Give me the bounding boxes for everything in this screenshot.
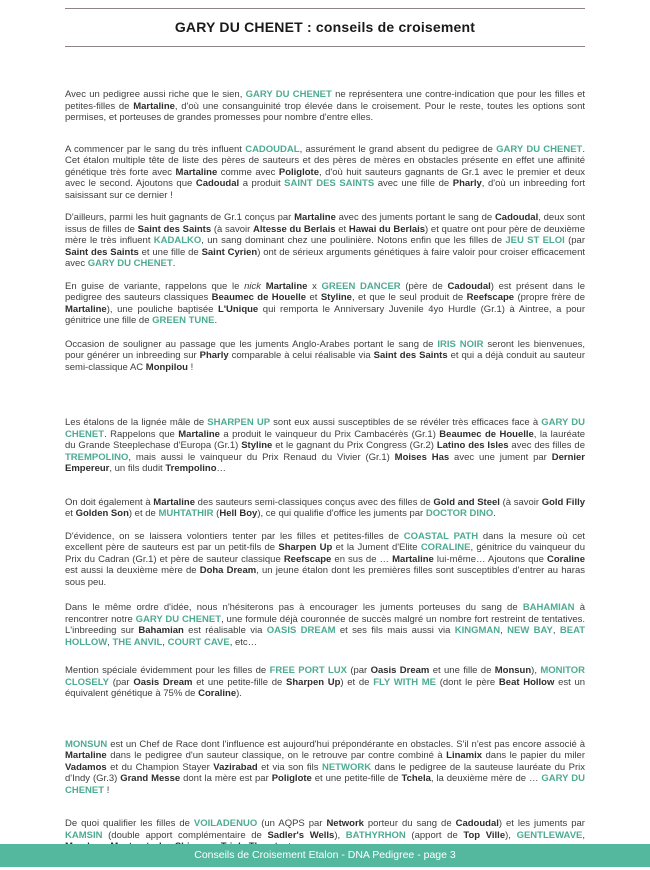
- body-text: D'évidence, on se laissera volontiers tenter par les filles et petites-filles de: [65, 530, 404, 542]
- paragraph-intro: [65, 89, 585, 124]
- horse-name-highlight: KADALKO: [153, 235, 202, 246]
- horse-name-highlight: COURT CAVE: [167, 636, 230, 648]
- horse-name-bold: Golden Son: [75, 508, 129, 519]
- page-title: GARY DU CHENET : conseils de croisement: [174, 19, 476, 35]
- body-text: ),: [334, 829, 346, 841]
- horse-name-highlight: GARY DU CHENET: [65, 417, 585, 440]
- paragraph-sharpen-up: [65, 417, 585, 475]
- body-text: en sus de …: [331, 553, 393, 565]
- body-text: et une petite-fille de: [311, 773, 402, 784]
- body-text: avec des filles de: [508, 440, 585, 451]
- body-text: (: [213, 508, 220, 519]
- horse-name-bold: Altesse du Berlais: [253, 223, 336, 235]
- paragraph-iris-noir: [65, 339, 585, 374]
- horse-name-bold: Monpilou: [145, 361, 188, 373]
- horse-name-bold: Latino des Isles: [436, 440, 509, 451]
- horse-name-bold: Sadler's Wells: [267, 829, 335, 841]
- body-text: et une fille de: [429, 665, 495, 676]
- horse-name-bold: Reefscape: [466, 292, 515, 303]
- horse-name-bold: Cadoudal: [447, 280, 491, 292]
- body-text: et qui a déjà conduit au sauteur semi-classique AC: [65, 350, 585, 373]
- horse-name-bold: Beaumec de Houelle: [439, 428, 534, 440]
- horse-name-bold: Sharpen Up: [286, 676, 341, 688]
- horse-name-bold: Styline: [241, 440, 273, 451]
- paragraph-muhtathir: [65, 497, 585, 520]
- horse-name-highlight: GARY DU CHENET: [65, 773, 585, 796]
- horse-name-bold: Saint des Saints: [373, 350, 448, 361]
- body-text: .: [172, 258, 176, 269]
- horse-name-bold: Moises Has: [394, 451, 450, 463]
- body-text: De quoi qualifier les filles de: [65, 818, 194, 829]
- horse-name-bold: Oasis Dream: [370, 665, 430, 676]
- horse-name-highlight: CORALINE: [420, 542, 471, 553]
- horse-name-highlight: GREEN TUNE: [152, 315, 215, 326]
- body-text: A commencer par le sang du très influent: [65, 143, 246, 155]
- body-text: ,: [107, 636, 113, 648]
- body-text: ,: [162, 636, 168, 648]
- horse-name-bold: Network: [326, 818, 364, 829]
- horse-name-highlight: BEAT HOLLOW: [65, 625, 586, 648]
- horse-name-bold: Cadoudal: [455, 818, 499, 829]
- body-text: (dont le père: [436, 676, 499, 688]
- horse-name-bold: Reefscape: [283, 553, 332, 565]
- body-text: avec une jument par: [449, 451, 552, 463]
- body-text: ) et de: [128, 508, 159, 519]
- paragraph-martaline-gr1: [65, 212, 585, 270]
- body-text: , un sang dominant chez une poulinière. Notons enfin que les filles de: [201, 235, 506, 246]
- body-text: !: [104, 784, 110, 796]
- horse-name-highlight: BAHAMIAN: [522, 602, 575, 613]
- body-text: est un équivalent génétique à 75% de: [65, 676, 586, 699]
- horse-name-bold: Gold and Steel: [433, 496, 500, 508]
- body-text: , mais aussi le vainqueur du Prix Renaud du Vivier (Gr.1): [128, 451, 395, 463]
- body-text: est aussi la deuxième mère de: [65, 565, 200, 576]
- body-text: dans le papier du miler: [482, 750, 585, 761]
- body-text: a produit le vainqueur du Prix Cambacérès (Gr.1): [219, 428, 440, 440]
- paragraph-cadoudal: [65, 144, 585, 202]
- header-rule-bottom: [65, 46, 585, 47]
- body-text: est réalisable via: [183, 625, 267, 636]
- horse-name-bold: L'Unique: [217, 303, 259, 315]
- body-text: est un Chef de Race dont l'influence est aujourd'hui prépondérante en obstacles. S'il n'est pas encore associé à: [107, 738, 585, 750]
- horse-name-bold: Coraline: [198, 688, 237, 699]
- horse-name-bold: Styline: [320, 292, 352, 303]
- horse-name-bold: Martaline: [392, 553, 434, 565]
- body-text: lui-même… Ajoutons que: [433, 553, 547, 565]
- horse-name-bold: Monsun: [494, 665, 532, 676]
- horse-name-highlight: THE ANVIL: [112, 636, 163, 648]
- horse-name-bold: Hawai du Berlais: [348, 223, 426, 235]
- body-text: et ses fils mais aussi via: [335, 625, 455, 636]
- body-text: Avec un pedigree aussi riche que le sien,: [65, 89, 246, 100]
- horse-name-bold: Martaline: [65, 303, 107, 315]
- horse-name-bold: Coraline: [547, 553, 586, 565]
- horse-name-highlight: FLY WITH ME: [373, 676, 437, 688]
- horse-name-highlight: BATHYRHON: [345, 829, 406, 841]
- body-text: (apport de: [405, 829, 464, 841]
- horse-name-highlight: GARY DU CHENET: [87, 258, 173, 269]
- body-text: (par: [346, 665, 371, 676]
- body-text: , un fils dudit: [109, 463, 166, 474]
- body-text: ne représentera une contre-indication que pour les filles et petites-filles de: [65, 89, 586, 112]
- body-text: (propre frère de: [514, 292, 585, 303]
- body-text: , une formule déjà couronnée de succès malgré un nombre fort restreint de tentatives. L'inbreeding sur: [65, 613, 585, 636]
- horse-name-bold: Hell Boy: [219, 508, 258, 519]
- horse-name-bold: Pharly: [199, 350, 229, 361]
- body-text: Occasion de souligner au passage que les juments Anglo-Arabes portant le sang de: [65, 338, 438, 350]
- body-text: ).: [236, 688, 242, 699]
- body-text: et la Jument d'Elite: [332, 542, 421, 553]
- horse-name-highlight: SAINT DES SAINTS: [284, 178, 375, 189]
- paragraph-green-dancer: [65, 281, 585, 327]
- horse-name-bold: Vazirabad: [213, 761, 258, 773]
- body-text: x: [307, 280, 322, 292]
- body-text: ) et de: [340, 676, 374, 688]
- italic-term: nick: [244, 280, 262, 292]
- body-text: , d'où une consanguinité trop élevée dans le croisement. Pour le reste, toutes les options sont permises, et porteuses de grandes promesses pour nombre d'entre elles.: [65, 100, 585, 123]
- body-text: et: [65, 508, 76, 519]
- horse-name-highlight: SHARPEN UP: [207, 417, 271, 428]
- body-text: . Cet étalon multiple tête de liste des pères de sauteurs et des pères de mères en obstacles présente en effet une affinité génétique très forte avec: [65, 143, 585, 178]
- horse-name-bold: Saint Cyrien: [201, 246, 258, 258]
- horse-name-bold: Grand Messe: [120, 773, 181, 784]
- body-text: (double apport complémentaire de: [102, 829, 268, 841]
- body-text: , un jeune étalon dont les premières filles sont susceptibles d'entrer au haras sous peu.: [65, 565, 585, 588]
- horse-name-highlight: VOILADENUO: [193, 818, 258, 829]
- horse-name-bold: Linamix: [446, 750, 483, 761]
- horse-name-bold: Martaline: [133, 100, 175, 112]
- horse-name-bold: Pharly: [452, 178, 482, 189]
- horse-name-highlight: NETWORK: [321, 761, 372, 773]
- body-text: (un AQPS par: [257, 818, 327, 829]
- paragraph-monsun: [65, 739, 585, 797]
- body-text: , deux sont issus de filles de: [65, 212, 585, 235]
- body-text: comme avec: [217, 166, 279, 178]
- horse-name-bold: Beaumec de Houelle: [211, 292, 307, 303]
- horse-name-bold: Oasis Dream: [133, 676, 193, 688]
- body-text: , génitrice du vainqueur du Prix du Cadran (Gr.1) et père de sauteur classique: [65, 542, 585, 565]
- horse-name-highlight: GENTLEWAVE: [516, 829, 583, 841]
- body-text: …: [216, 463, 227, 474]
- horse-name-highlight: COASTAL PATH: [403, 530, 479, 542]
- horse-name-bold: Martaline: [265, 280, 308, 292]
- body-text: qui remporta le Anniversary Juvenile 4yo Hurdle (Gr.1) à Aintree, a pour génitrice une fille de: [65, 303, 585, 326]
- body-text: On doit également à: [65, 496, 154, 508]
- body-text: sont eux aussi susceptibles de se révéler très efficaces face à: [270, 417, 542, 428]
- horse-name-bold: Saint des Saints: [65, 246, 139, 258]
- horse-name-bold: Beat Hollow: [498, 676, 555, 688]
- horse-name-highlight: FREE PORT LUX: [269, 665, 347, 676]
- horse-name-highlight: MONITOR CLOSELY: [65, 665, 585, 688]
- horse-name-highlight: GARY DU CHENET: [245, 89, 332, 100]
- body-text: ) ont de sérieux arguments génétiques à faire valoir pour croiser efficacement avec: [65, 246, 585, 269]
- body-text: porteur du sang de: [363, 818, 456, 829]
- horse-name-bold: Gold Filly: [541, 496, 586, 508]
- body-text: et une fille de: [138, 246, 202, 258]
- body-text: ) est présent dans le pedigree des sauteurs classiques: [65, 280, 586, 303]
- body-text: Mention spéciale évidemment pour les filles de: [65, 665, 270, 676]
- horse-name-bold: Doha Dream: [199, 565, 257, 576]
- body-text: dont la mère est par: [180, 773, 272, 784]
- body-text: avec des juments portant le sang de: [335, 212, 495, 223]
- horse-name-highlight: KINGMAN: [454, 625, 501, 636]
- horse-name-bold: Poliglote: [271, 773, 312, 784]
- horse-name-bold: Poliglote: [278, 166, 319, 178]
- header-rule-top: [65, 8, 585, 9]
- body-text: , assurément le grand absent du pedigree de: [299, 143, 497, 155]
- body-text: (par: [109, 676, 134, 688]
- body-text: dans la mesure où cet excellent père de sauteurs est par un petit-fils de: [65, 530, 585, 553]
- body-text: ,: [582, 829, 586, 841]
- body-text: et du Champion Stayer: [106, 761, 214, 773]
- horse-name-bold: Cadoudal: [195, 178, 240, 189]
- horse-name-highlight: KAMSIN: [65, 829, 103, 841]
- body-text: ), ce qui qualifie d'office les juments par: [257, 508, 426, 519]
- paragraph-bahamian: [65, 602, 585, 648]
- horse-name-highlight: TREMPOLINO: [65, 451, 129, 463]
- horse-name-highlight: DOCTOR DINO: [425, 508, 494, 519]
- horse-name-bold: Vadamos: [65, 761, 107, 773]
- horse-name-highlight: CADOUDAL: [245, 143, 300, 155]
- body-text: et le gagnant du Prix Congress (Gr.2): [272, 440, 437, 451]
- body-text: et une petite-fille de: [192, 676, 287, 688]
- horse-name-bold: Martaline: [175, 166, 218, 178]
- body-text: , etc…: [229, 636, 258, 648]
- horse-name-bold: Sharpen Up: [278, 542, 333, 553]
- body-text: (père de: [400, 280, 448, 292]
- page-content: [0, 8, 650, 853]
- body-text: ,: [500, 625, 508, 636]
- horse-name-bold: Trempolino: [165, 463, 217, 474]
- body-text: (par: [564, 235, 585, 246]
- footer-text: Conseils de Croisement Etalon - DNA Pedigree - page 3: [194, 849, 456, 861]
- body-text: et via son fils: [257, 761, 322, 773]
- horse-name-highlight: OASIS DREAM: [266, 625, 336, 636]
- footer-bar: [0, 844, 650, 867]
- body-text: .: [493, 508, 496, 519]
- body-text: Les étalons de la lignée mâle de: [65, 417, 208, 428]
- horse-name-bold: Saint des Saints: [137, 223, 212, 235]
- body-text: dans le pedigree de la sauteuse lauréate du Prix d'Indy (Gr.3): [65, 761, 585, 784]
- body-text: des sauteurs semi-classiques conçus avec des filles de: [195, 496, 434, 508]
- horse-name-highlight: MUHTATHIR: [158, 508, 214, 519]
- horse-name-highlight: GARY DU CHENET: [496, 143, 583, 155]
- body-text: .: [214, 315, 218, 326]
- horse-name-highlight: MONSUN: [65, 738, 108, 750]
- body-text: !: [188, 361, 194, 373]
- horse-name-bold: Martaline: [294, 212, 336, 223]
- body-text: D'ailleurs, parmi les huit gagnants de Gr.1 conçus par: [65, 212, 295, 223]
- horse-name-bold: Martaline: [65, 750, 107, 761]
- horse-name-highlight: GARY DU CHENET: [135, 613, 222, 625]
- horse-name-highlight: GREEN DANCER: [321, 280, 401, 292]
- body-text: avec une fille de: [374, 178, 453, 189]
- body-text: comparable à celui réalisable via: [228, 350, 374, 361]
- body-text: à rencontrer notre: [65, 602, 585, 625]
- body-text: ),: [505, 829, 517, 841]
- horse-name-bold: Martaline: [153, 496, 196, 508]
- body-text: , d'où huit sauteurs gagnants de Gr.1 avec le premier et deux avec le second. Ajoutons que: [65, 166, 585, 189]
- paragraph-free-port-lux: [65, 665, 585, 700]
- body-text: , la lauréate du Grande Steeplechase d'Europa (Gr.1): [65, 428, 586, 451]
- horse-name-bold: Dernier Empereur: [65, 451, 585, 474]
- horse-name-bold: Bahamian: [138, 625, 184, 636]
- body-text: En guise de variante, rappelons que le: [65, 280, 245, 292]
- body-text: . Rappelons que: [104, 428, 179, 440]
- body-text: ),: [531, 665, 541, 676]
- body-text: a produit: [239, 178, 285, 189]
- horse-name-highlight: JEU ST ELOI: [505, 235, 565, 246]
- horse-name-bold: Tchela: [401, 773, 431, 784]
- horse-name-highlight: NEW BAY: [507, 625, 553, 636]
- body-text: (à savoir: [499, 496, 542, 508]
- body-text: et: [335, 223, 349, 235]
- body-text: (à savoir: [211, 223, 254, 235]
- horse-name-bold: Cadoudal: [494, 212, 539, 223]
- body-text: ,: [552, 625, 560, 636]
- body-text: ) et les juments par: [498, 818, 585, 829]
- body-text: , d'où un inbreeding fort saisissant sur ce dernier !: [65, 178, 586, 201]
- body-text: seront les bienvenues, pour générer un inbreeding sur: [65, 338, 586, 361]
- body-text: dans le pedigree d'un sauteur classique, on le retrouve par contre combiné à: [106, 750, 447, 761]
- body-text: ), une pouliche baptisée: [106, 303, 218, 315]
- body-text: Dans le même ordre d'idée, nous n'hésiterons pas à encourager les juments porteuses du sang de: [65, 602, 523, 613]
- horse-name-bold: Top Ville: [463, 829, 506, 841]
- body-text: , et que le seul produit de: [351, 292, 467, 303]
- body-text: et: [306, 292, 321, 303]
- paragraph-coastal-path: [65, 531, 585, 589]
- body-text: , la deuxième mère de …: [430, 773, 542, 784]
- horse-name-bold: Martaline: [178, 428, 220, 440]
- horse-name-highlight: IRIS NOIR: [437, 338, 484, 350]
- body-text: ) et quatre ont pour père de deuxième mère le très influent: [65, 223, 585, 246]
